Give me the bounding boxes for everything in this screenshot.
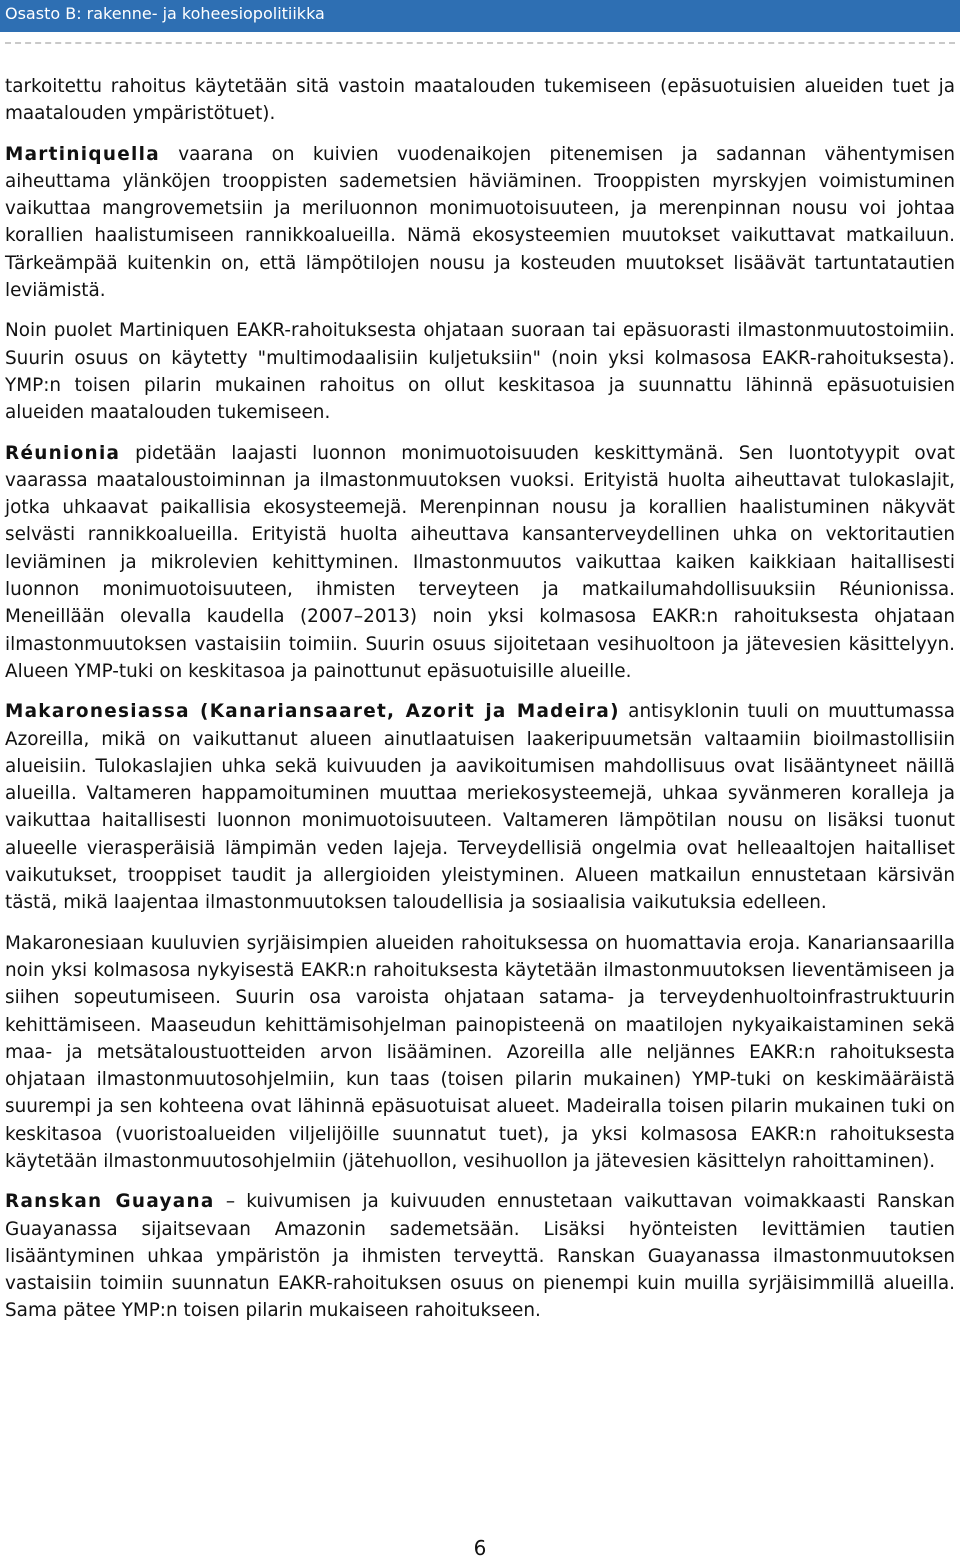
paragraph-text: Noin puolet Martiniquen EAKR-rahoituksesta ohjataan suoraan tai epäsuorasti ilmastonmuutostoimiin. Suurin osuus on käytetty "multimodaalisiin kuljetuksiin" (noin yksi kolmasosa EAKR-rahoituksesta). YMP:n toisen pilarin mukainen rahoitus on ollut keskitasoa ja suunnattu lähinnä epäsuotuisien alueiden maatalouden tukemiseen.	[5, 320, 955, 424]
document-header	[0, 0, 960, 32]
paragraph-lead: Ranskan Guayana	[5, 1191, 215, 1213]
page-number: 6	[473, 1536, 487, 1560]
paragraph	[5, 1188, 955, 1324]
paragraph-text: vaarana on kuivien vuodenaikojen pitenemisen ja sadannan vähentymisen aiheuttama ylänköjen trooppisten sademetsien häviäminen. Trooppisten myrskyjen voimistuminen vaikuttaa mangrovemetsiin ja meriluonnon monimuotoisuuteen, ja merenpinnan nousu voi johtaa korallien haalistumiseen rannikkoalueilla. Nämä ekosysteemien muutokset vaikuttavat matkailuun. Tärkeämpää kuitenkin on, että lämpötilojen nousu ja kosteuden muutokset lisäävät tartuntatautien leviämistä.	[5, 143, 955, 302]
paragraph	[5, 141, 955, 305]
header-divider	[5, 42, 955, 44]
paragraph-text: tarkoitettu rahoitus käytetään sitä vastoin maatalouden tukemiseen (epäsuotuisien alueiden tuet ja maatalouden ympäristötuet).	[5, 76, 955, 125]
paragraph	[5, 930, 955, 1176]
paragraph-lead: Martiniquella	[5, 143, 160, 165]
paragraph	[5, 698, 955, 916]
document-body	[5, 73, 955, 1338]
paragraph-text: antisyklonin tuuli on muuttumassa Azoreilla, mikä on vaikuttanut alueen ainutlaatuisen laakeripuumetsän valtaamiin bioilmastollisiin alueisiin. Tulokaslajien uhka sekä kuivuuden ja aavikoitumisen mahdollisuus ovat lisääntyneet näillä alueilla. Valtameren happamoituminen muuttaa meriekosysteemejä, uhkaa syvänmeren koralleja ja vaikuttaa haitallisesti luonnon monimuotoisuuteen. Valtameren lämpötilan nousu on lisäksi tuonut alueelle vierasperäisiä lämpimän veden lajeja. Terveydellisiä ongelmia ovat helleaaltojen haitalliset vaikutukset, trooppiset taudit ja allergioiden yleistyminen. Alueen matkailun ennustetaan kärsivän tästä, mikä laajentaa ilmastonmuutoksen taloudellisia ja sosiaalisia vaikutuksia edelleen.	[5, 701, 955, 914]
paragraph-lead: Réunionia	[5, 442, 121, 464]
paragraph-text: Makaronesiaan kuuluvien syrjäisimpien alueiden rahoituksessa on huomattavia eroja. Kanariansaarilla noin yksi kolmasosa nykyisestä EAKR:n rahoituksesta käytetään ilmastonmuutoksen lieventämiseen ja siihen sopeutumiseen. Suurin osa varoista ohjataan satama- ja terveydenhuoltoinfrastruktuurin kehittämiseen. Maaseudun kehittämisohjelman painopisteenä on maatilojen nykyaikaistaminen sekä maa- ja metsätaloustuotteiden arvon lisääminen. Azoreilla alle neljännes EAKR:n rahoituksesta ohjataan ilmastonmuutosohjelmiin, kun taas (toisen pilarin mukainen) YMP-tuki on keskimääräistä suurempi ja sen kohteena ovat lähinnä epäsuotuisat alueet. Madeiralla toisen pilarin mukainen tuki on keskitasoa (vuoristoalueiden viljelijöille suunnatut tuet), ja yksi kolmasosa EAKR:n rahoituksesta käytetään ilmastonmuutosohjelmiin (jätehuollon, vesihuollon ja jätevesien käsittelyn rahoittaminen).	[5, 932, 955, 1172]
paragraph	[5, 440, 955, 686]
paragraph-text: – kuivumisen ja kuivuuden ennustetaan vaikuttavan voimakkaasti Ranskan Guayanassa sijaitsevaan Amazonin sademetsään. Lisäksi hyönteisten levittämien tautien lisääntyminen uhkaa ympäristön ja ihmisten terveyttä. Ranskan Guayanassa ilmastonmuutoksen vastaisiin toimiin suunnatun EAKR-rahoituksen osuus on pienempi kuin muilla syrjäisimmillä alueilla. Sama pätee YMP:n toisen pilarin mukaiseen rahoitukseen.	[5, 1191, 955, 1322]
paragraph-text: pidetään laajasti luonnon monimuotoisuuden keskittymänä. Sen luontotyypit ovat vaarassa maataloustoiminnan ja ilmastonmuutoksen vuoksi. Erityistä huolta aiheuttavat tulokaslajit, jotka uhkaavat paikallisia ekosysteemejä. Merenpinnan nousu ja korallien haalistuminen näkyvät selvästi rannikkoalueilla. Erityistä huolta aiheuttava kansanterveydellinen uhka on vektoritautien leviäminen ja mikrolevien kehittyminen. Ilmastonmuutos vaikuttaa kaiken kaikkiaan haitallisesti luonnon monimuotoisuuteen, ihmisten terveyteen ja matkailumahdollisuuksiin Réunionissa. Meneillään olevalla kaudella (2007–2013) noin yksi kolmasosa EAKR:n rahoituksesta ohjataan ilmastonmuutoksen vastaisiin toimiin. Suurin osuus sijoitetaan vesihuoltoon ja jätevesien käsittelyyn. Alueen YMP-tuki on keskitasoa ja painottunut epäsuotuisille alueille.	[5, 442, 955, 682]
paragraph	[5, 73, 955, 128]
header-title: Osasto B: rakenne- ja koheesiopolitiikka	[5, 4, 325, 23]
paragraph-lead: Makaronesiassa (Kanariansaaret, Azorit ja Madeira)	[5, 701, 620, 723]
paragraph	[5, 317, 955, 426]
